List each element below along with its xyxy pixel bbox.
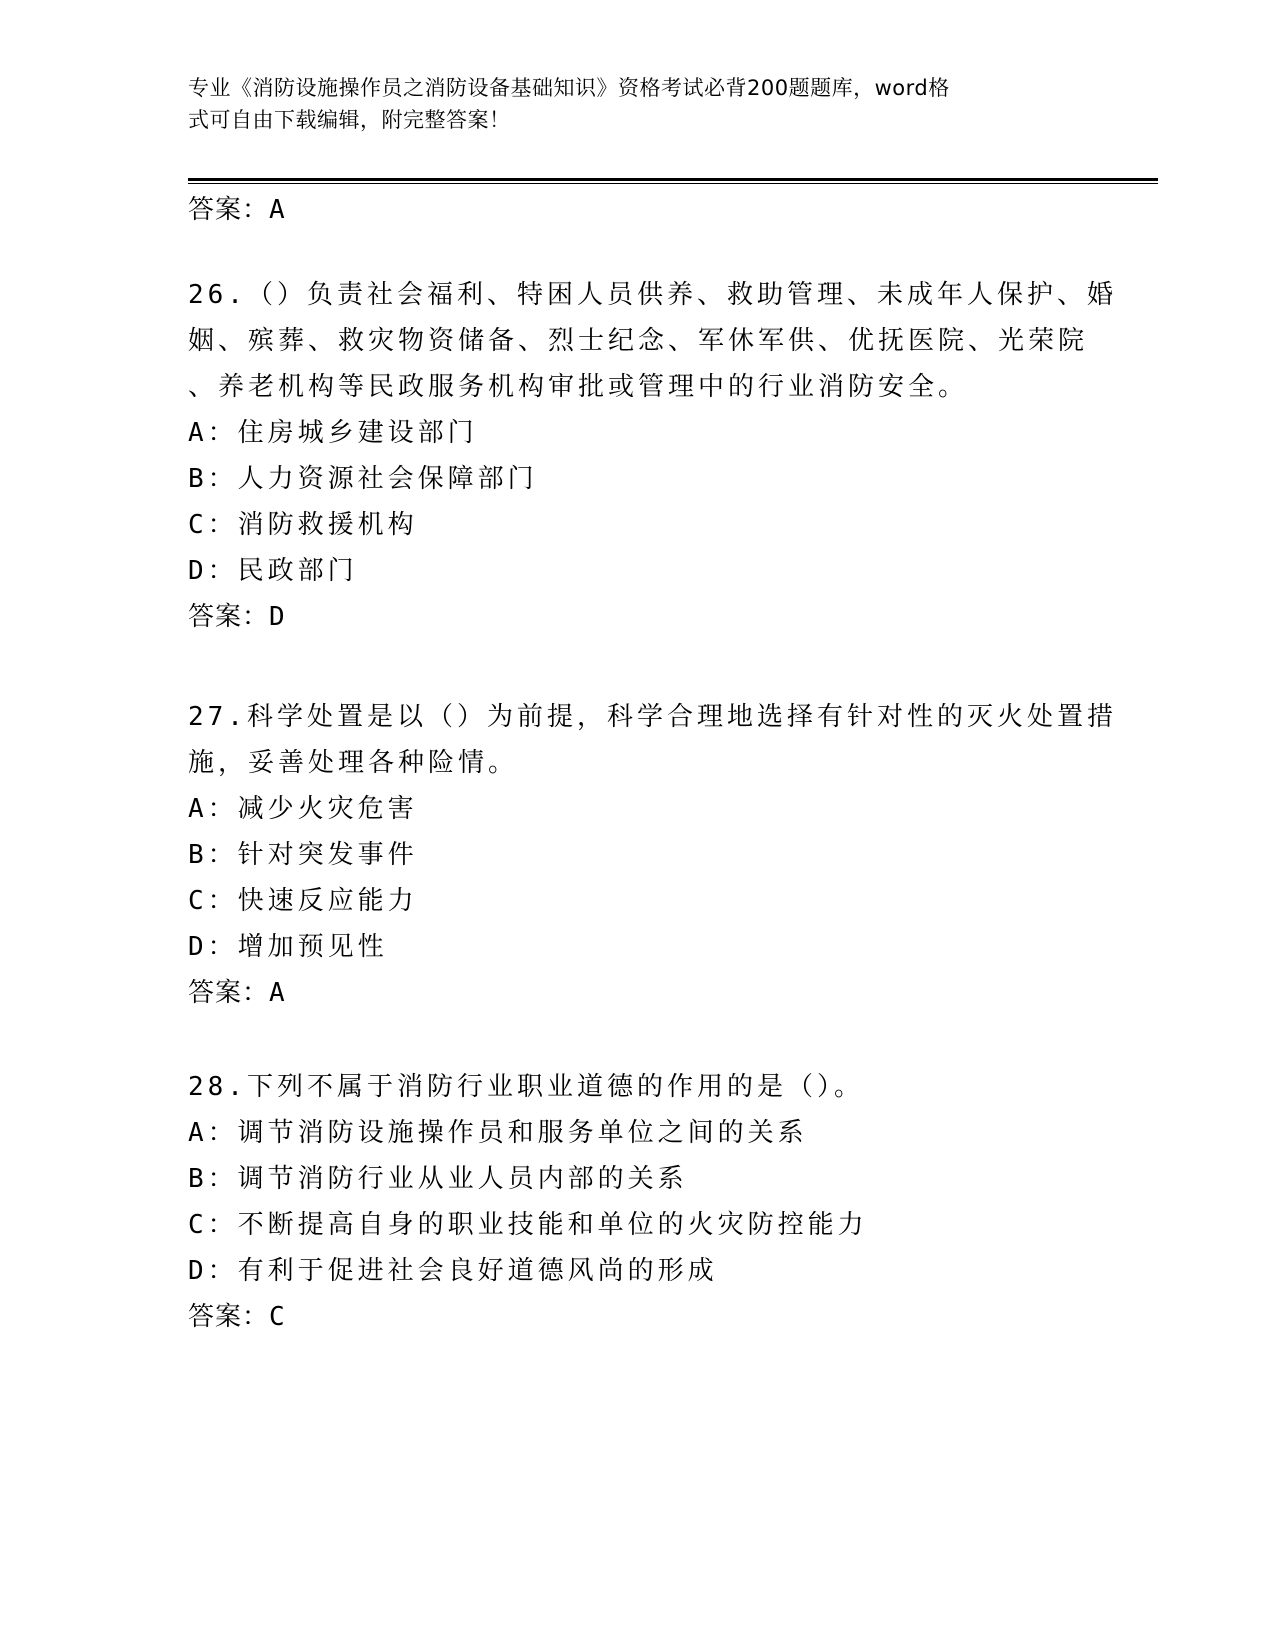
question-stem-line: 施，妥善处理各种险情。 xyxy=(188,748,519,778)
option-d: D：增加预见性 xyxy=(188,932,388,962)
answer-label: 答案： xyxy=(188,195,270,225)
prev-answer xyxy=(188,187,286,233)
question-stem-line: 27.科学处置是以（）为前提，科学合理地选择有针对性的灭火处置措 xyxy=(188,702,1117,732)
option-d: D：民政部门 xyxy=(188,556,358,586)
answer-label: 答案： xyxy=(188,1302,270,1332)
answer-label: 答案： xyxy=(188,602,270,632)
question-stem-line: 28.下列不属于消防行业职业道德的作用的是（）。 xyxy=(188,1072,864,1102)
option-c: C：消防救援机构 xyxy=(188,510,418,540)
question-stem-line: 、养老机构等民政服务机构审批或管理中的行业消防安全。 xyxy=(188,372,969,402)
option-b: B：调节消防行业从业人员内部的关系 xyxy=(188,1164,688,1194)
option-d: D：有利于促进社会良好道德风尚的形成 xyxy=(188,1256,718,1286)
option-a: A：减少火灾危害 xyxy=(188,794,418,824)
option-a: A：住房城乡建设部门 xyxy=(188,418,478,448)
header-divider-thin xyxy=(188,183,1158,184)
option-b: B：针对突发事件 xyxy=(188,840,418,870)
answer-value: A xyxy=(269,195,286,225)
answer-label: 答案： xyxy=(188,978,270,1008)
question-answer xyxy=(188,970,286,1016)
question-stem-line: 26.（）负责社会福利、特困人员供养、救助管理、未成年人保护、婚 xyxy=(188,280,1117,310)
answer-value: A xyxy=(269,978,286,1008)
question-answer xyxy=(188,594,286,640)
option-c: C：快速反应能力 xyxy=(188,886,418,916)
option-a: A：调节消防设施操作员和服务单位之间的关系 xyxy=(188,1118,808,1148)
question-stem-line: 姻、殡葬、救灾物资储备、烈士纪念、军休军供、优抚医院、光荣院 xyxy=(188,326,1089,356)
option-b: B：人力资源社会保障部门 xyxy=(188,464,538,494)
header-title-line-1: 专业《消防设施操作员之消防设备基础知识》资格考试必背200题题库，word格 xyxy=(188,76,950,100)
answer-value: D xyxy=(269,602,286,632)
document-header xyxy=(188,72,1068,136)
question-answer xyxy=(188,1294,286,1340)
answer-value: C xyxy=(269,1302,286,1332)
header-divider-thick xyxy=(188,178,1158,181)
header-title-line-2: 式可自由下载编辑，附完整答案！ xyxy=(188,108,511,132)
option-c: C：不断提高自身的职业技能和单位的火灾防控能力 xyxy=(188,1210,868,1240)
